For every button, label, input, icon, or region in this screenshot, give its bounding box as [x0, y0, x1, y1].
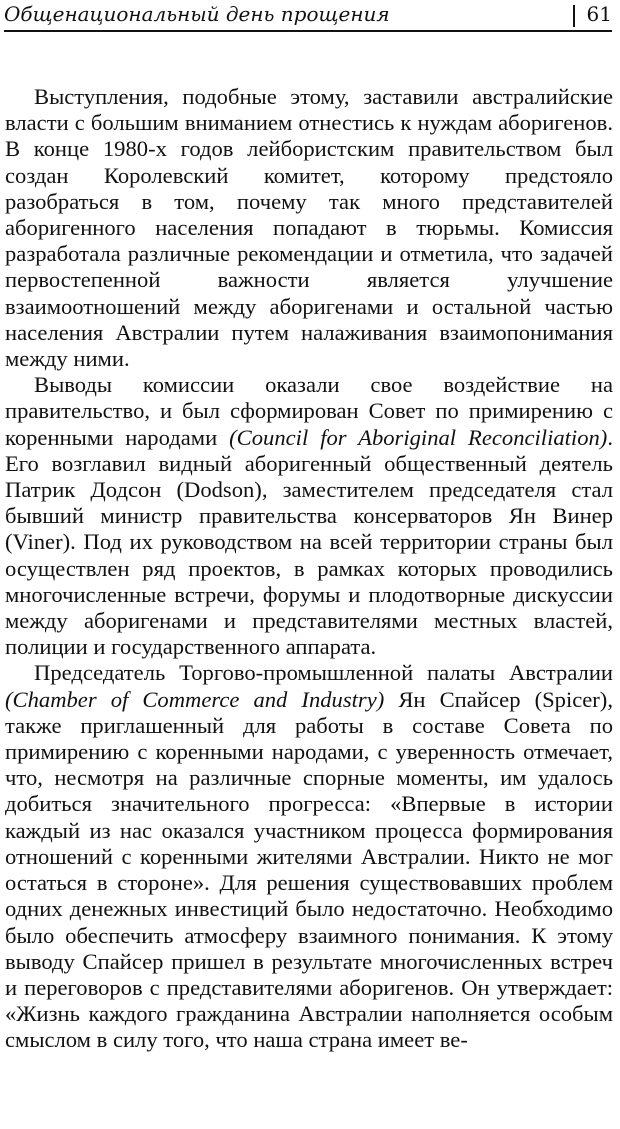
paragraph-text: Ян Спайсер (Spicer), также приглашенный для работы в составе Совета по примирению с коренными народами, с уверенность отмечает, что, несмотря на различные спорные моменты, им удалось добиться значительного прогресса: «Впервые в истории каждый из нас оказался участником процесса формирования отношений с коренными жителями Австралии. Никто не мог остаться в стороне». Для решения существовавших проблем одних денежных инвестиций было недостаточно. Необходимо было обеспечить атмосферу взаимного понимания. К этому выводу Спайсер пришел в результате многочисленных встреч и переговоров с представителями аборигенов. Он утверждает: «Жизнь каждого гражданина Австралии наполняется особым смыслом в силу того, что наша страна имеет ве- [5, 686, 613, 1053]
page-number: 61 [577, 2, 612, 26]
body-text [5, 84, 613, 1054]
paragraph-text: Выводы комиссии оказали свое воздействие на правительство, и был сформирован Совет по примирению с коренными народами [5, 372, 613, 450]
paragraph-text: Председатель Торгово-промышленной палаты Австралии [34, 660, 613, 686]
running-head [4, 0, 612, 32]
italic-term: (Council for Aboriginal Reconciliation) [229, 424, 608, 450]
paragraph-3 [5, 660, 613, 1053]
paragraph-text: . Его возглавил видный аборигенный общественный деятель Патрик Додсон (Dodson), заместителем председателя стал бывший министр правительства консерваторов Ян Винер (Viner). Под их руководством на всей территории страны был осуществлен ряд проектов, в рамках которых проводились многочисленные встречи, форумы и плодотворные дискуссии между аборигенами и представителями местных властей, полиции и государственного аппарата. [5, 424, 613, 660]
paragraph-2 [5, 372, 613, 660]
paragraph-text: Выступления, подобные этому, заставили австралийские власти с большим вниманием отнестись к нуждам аборигенов. В конце 1980-х годов лейбористским правительством был создан Королевский комитет, которому предстояло разобраться в том, почему так много представителей аборигенного населения попадают в тюрьмы. Комиссия разработала различные рекомендации и отметила, что задачей первостепенной важности является улучшение взаимоотношений между аборигенами и остальной частью населения Австралии путем налаживания взаимопонимания между ними. [5, 84, 613, 372]
paragraph-1 [5, 84, 613, 372]
running-title: Общенациональный день прощения [4, 2, 390, 26]
italic-term: (Chamber of Commerce and Industry) [5, 686, 385, 712]
